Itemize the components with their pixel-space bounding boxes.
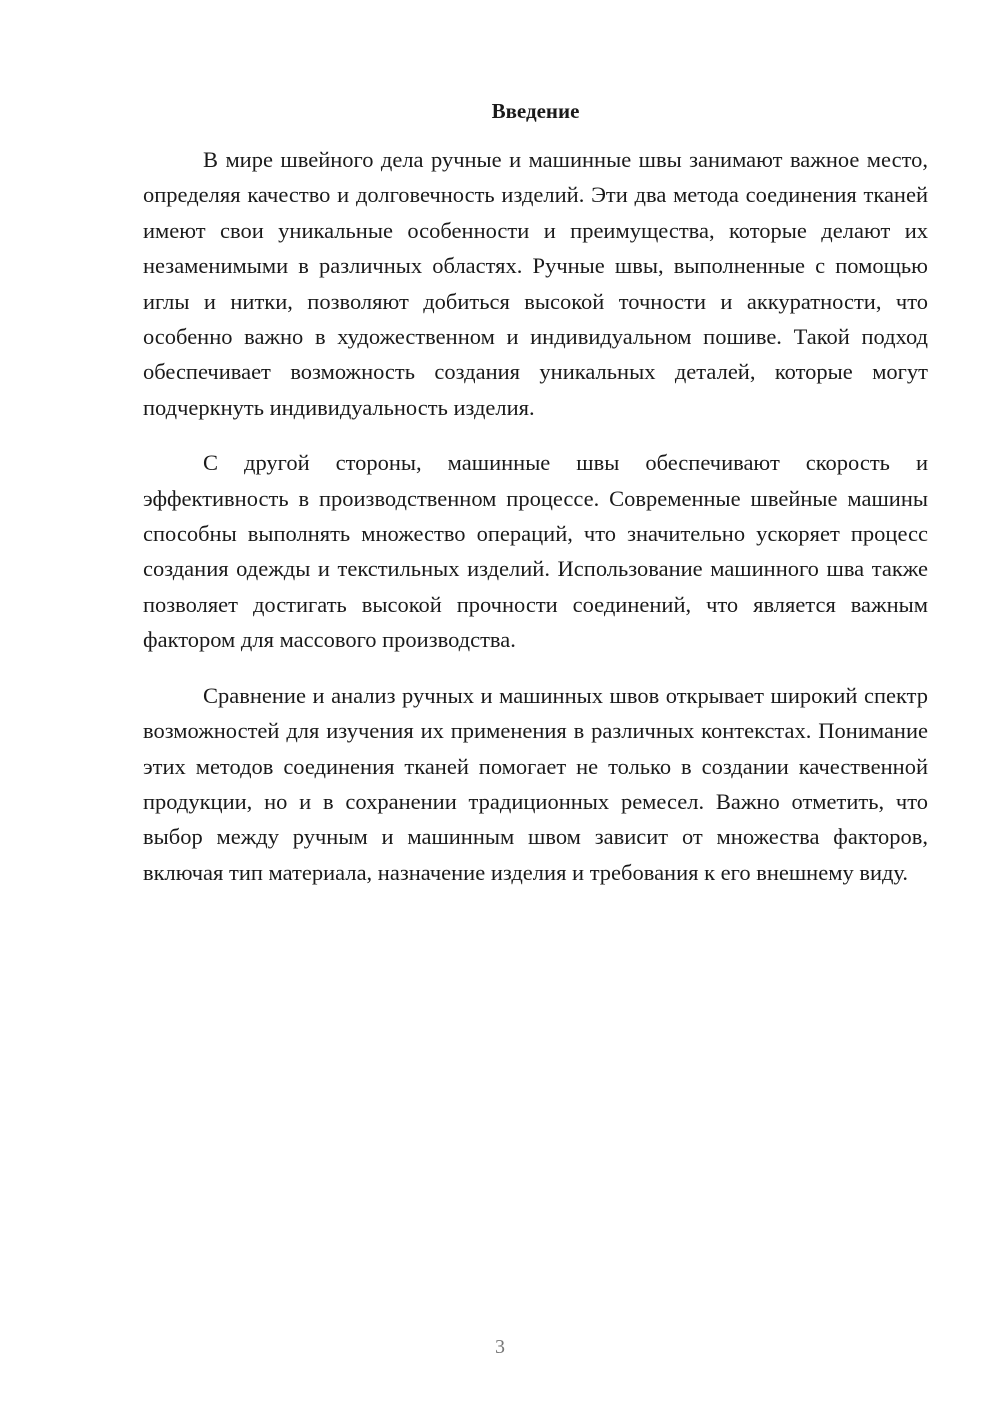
page-content [143,96,928,910]
section-heading: Введение [491,99,580,123]
paragraph-3: Сравнение и анализ ручных и машинных швов открывает широкий спектр возможностей для изучения их применения в различных контекстах. Понимание этих методов соединения тканей помогает не только в создании качественной продукции, но и в сохранении традиционных ремесел. Важно отметить, что выбор между ручным и машинным швом зависит от множества факторов, включая тип материала, назначение изделия и требования к его внешнему виду. [143,682,928,885]
paragraph-1: В мире швейного дела ручные и машинные швы занимают важное место, определяя качество и долговечность изделий. Эти два метода соединения тканей имеют свои уникальные особенности и преимущества, которые делают их незаменимыми в различных областях. Ручные швы, выполненные с помощью иглы и нитки, позволяют добиться высокой точности и аккуратности, что особенно важно в художественном и индивидуальном пошиве. Такой подход обеспечивает возможность создания уникальных деталей, которые могут подчеркнуть индивидуальность изделия. [143,147,928,420]
page-number: 3 [495,1336,505,1358]
paragraph-2: С другой стороны, машинные швы обеспечивают скорость и эффективность в производственном процессе. Современные швейные машины способны выполнять множество операций, что значительно ускоряет процесс создания одежды и текстильных изделий. Использование машинного шва также позволяет достигать высокой прочности соединений, что является важным фактором для массового производства. [143,450,928,653]
